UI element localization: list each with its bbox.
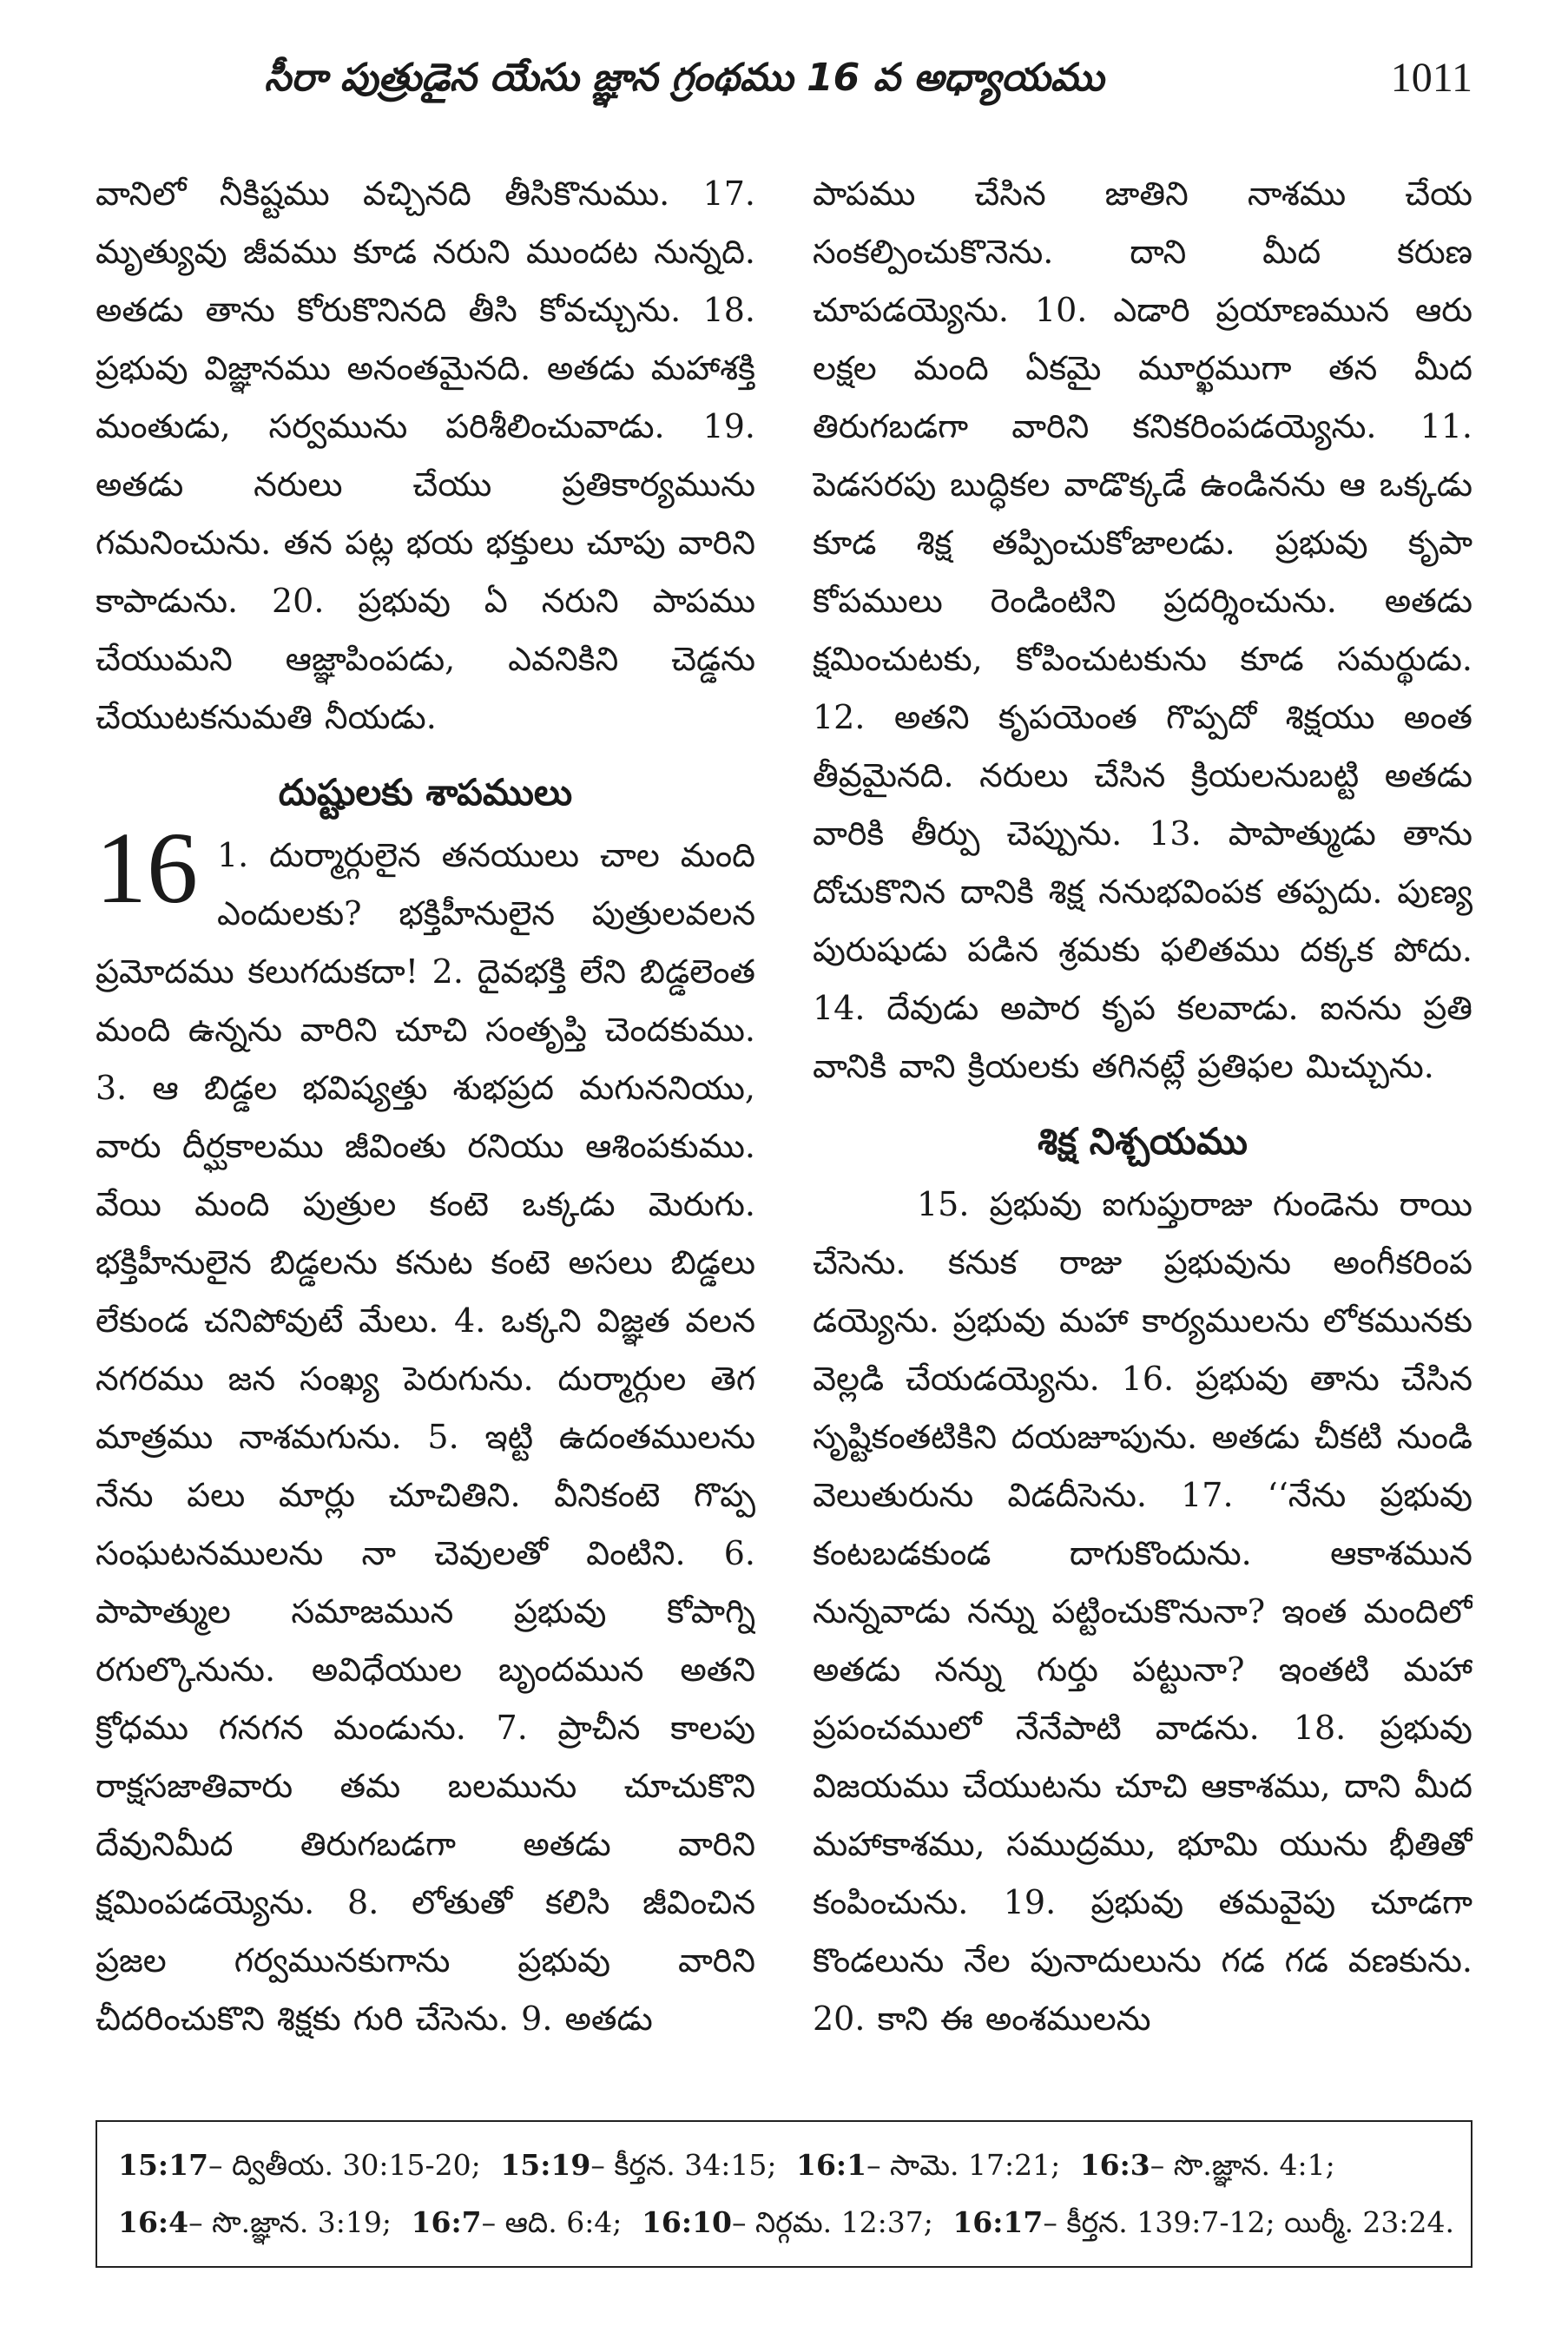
reference-item [796,2148,1060,2182]
reference-item [118,2205,392,2239]
reference-text: – నిర్గమ. 12:37; [731,2205,933,2239]
reference-code: 15:19 [500,2148,591,2182]
reference-code: 16:10 [641,2205,732,2239]
reference-text: – కీర్తన. 34:15; [590,2148,777,2182]
text-columns [96,165,1472,2084]
reference-code: 16:1 [795,2148,867,2182]
chapter-16-text: 1. దుర్మార్గులైన తనయులు చాల మంది ఎందులకు? భక్తిహీనులైన పుత్రులవలన ప్రమోదము కలుగదుకదా! 2. దైవభక్తి లేని బిడ్డలెంత మంది ఉన్నను వారిని చూచి సంతృప్తి చెందకుము. 3. ఆ బిడ్డల భవిష్యత్తు శుభప్రద మగుననియు, వారు దీర్ఘకాలము జీవింతు రనియు ఆశింపకుము. వేయి మంది పుత్రుల కంటె ఒక్కడు మెరుగు. భక్తిహీనులైన బిడ్డలను కనుట కంటె అసలు బిడ్డలు లేకుండ చనిపోవుటే మేలు. 4. ఒక్కని విజ్ఞత వలన నగరము జన సంఖ్య పెరుగును. దుర్మార్గుల తెగ మాత్రము నాశమగును. 5. ఇట్టి ఉదంతములను నేను పలు మార్లు చూచితిని. వీనికంటె గొప్ప సంఘటనములను నా చెవులతో వింటిని. 6. పాపాత్ముల సమాజమున ప్రభువు కోపాగ్ని రగుల్కొనును. అవిధేయుల బృందమున అతని క్రోధము గనగన మండును. 7. ప్రాచీన కాలపు రాక్షసజాతివారు తమ బలమును చూచుకొని దేవునిమీద తిరుగబడగా అతడు వారిని క్షమింపడయ్యెను. 8. లోతుతో కలిసి జీవించిన ప్రజల గర్వమునకుగాను ప్రభువు వారిని చీదరించుకొని శిక్షకు గురి చేసెను. 9. అతడు [96,836,755,2038]
left-paragraph-2 [96,811,755,2048]
running-header [96,43,1472,113]
reference-code: 16:3 [1079,2148,1150,2182]
reference-item [952,2205,1454,2239]
reference-item [1080,2148,1335,2182]
reference-code: 15:17 [118,2148,209,2182]
reference-code: 16:17 [952,2205,1044,2239]
right-paragraph-1: పాపము చేసిన జాతిని నాశము చేయ సంకల్పించుకొనెను. దాని మీద కరుణ చూపడయ్యెను. 10. ఎడారి ప్రయాణమున ఆరు లక్షల మంది ఏకమై మూర్ఖముగా తన మీద తిరుగబడగా వారిని కనికరింపడయ్యెను. 11. పెడసరపు బుద్ధికల వాడొక్కడే ఉండినను ఆ ఒక్కడు కూడ శిక్ష తప్పించుకోజాలడు. ప్రభువు కృపా కోపములు రెండింటిని ప్రదర్శించును. అతడు క్షమించుటకు, కోపించుటకును కూడ సమర్థుడు. 12. అతని కృపయెంత గొప్పదో శిక్షయు అంత తీవ్రమైనది. నరులు చేసిన క్రియలనుబట్టి అతడు వారికి తీర్పు చెప్పును. 13. పాపాత్ముడు తాను దోచుకొనిన దానికి శిక్ష ననుభవింపక తప్పదు. పుణ్య పురుషుడు పడిన శ్రమకు ఫలితము దక్కక పోదు. 14. దేవుడు అపార కృప కలవాడు. ఐనను ప్రతి వానికి వాని క్రియలకు తగినట్లే ప్రతిఫల మిచ్చును. [813,175,1472,1085]
reference-code: 16:7 [411,2205,482,2239]
section-heading-punishment: శిక్ష నిశ్చయము [1038,1120,1248,1163]
reference-item [412,2205,623,2239]
reference-item [500,2148,776,2182]
page-number: 1011 [1390,55,1472,101]
left-paragraph-1: వానిలో నీకిష్టము వచ్చినది తీసికొనుము. 17. మృత్యువు జీవము కూడ నరుని ముందట నున్నది. అతడు తాను కోరుకొనినది తీసి కోవచ్చును. 18. ప్రభువు విజ్ఞానము అనంతమైనది. అతడు మహాశక్తి మంతుడు, సర్వమును పరిశీలించువాడు. 19. అతడు నరులు చేయు ప్రతికార్యమును గమనించును. తన పట్ల భయ భక్తులు చూపు వారిని కాపాడును. 20. ప్రభువు ఏ నరుని పాపము చేయుమని ఆజ్ఞాపింపడు, ఎవనికిని చెడ్డను చేయుటకనుమతి నీయడు. [96,175,755,736]
section-heading-curses: దుష్టులకు శాపములు [278,771,573,814]
reference-text: – ఆది. 6:4; [481,2205,623,2239]
chapter-number: 16 [96,811,198,925]
reference-line-2 [118,2194,1455,2251]
reference-item [118,2148,481,2182]
reference-text: – సొ.జ్ఞాన. 3:19; [188,2205,392,2239]
running-title: సీరా పుత్రుడైన యేసు జ్ఞాన గ్రంథము 16 వ అధ్యాయము [264,56,1104,100]
reference-item [642,2205,933,2239]
reference-text: – కీర్తన. 139:7-12; యిర్మీ. 23:24. [1043,2205,1455,2239]
right-paragraph-2: 15. ప్రభువు ఐగుప్తురాజు గుండెను రాయి చేసెను. కనుక రాజు ప్రభువును అంగీకరింప డయ్యెను. ప్రభువు మహా కార్యములను లోకమునకు వెల్లడి చేయడయ్యెను. 16. ప్రభువు తాను చేసిన సృష్టికంతటికిని దయజూపును. అతడు చీకటి నుండి వెలుతురును విడదీసెను. 17. ‘‘నేను ప్రభువు కంటబడకుండ దాగుకొందును. ఆకాశమున నున్నవాడు నన్ను పట్టించుకొనునా? ఇంత మందిలో అతడు నన్ను గుర్తు పట్టునా? ఇంతటి మహా ప్రపంచములో నేనేపాటి వాడను. 18. ప్రభువు విజయము చేయుటను చూచి ఆకాశము, దాని మీద మహాకాశము, సముద్రము, భూమి యును భీతితో కంపించును. 19. ప్రభువు తమవైపు చూడగా కొండలును నేల పునాదులును గడ గడ వణకును. 20. కాని ఈ అంశములను [813,1185,1472,2038]
reference-line-1 [118,2137,1450,2194]
cross-reference-box [96,2120,1472,2268]
reference-text: – ద్వితీయ. 30:15-20; [208,2148,481,2182]
reference-text: – సొ.జ్ఞాన. 4:1; [1150,2148,1335,2182]
left-column [96,165,755,2084]
right-column [813,165,1472,2084]
reference-text: – సామె. 17:21; [866,2148,1061,2182]
reference-code: 16:4 [118,2205,189,2239]
